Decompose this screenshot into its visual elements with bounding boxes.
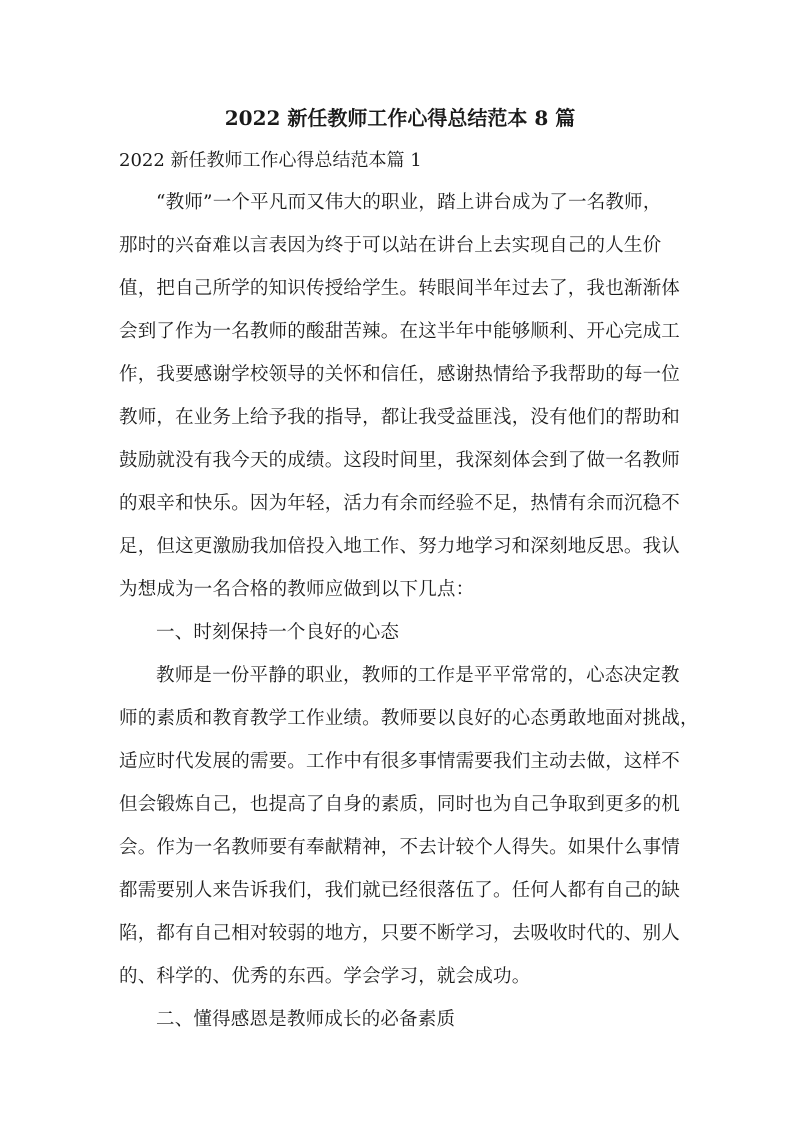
section-subtitle: 2022 新任教师工作心得总结范本篇 1 [119,150,422,171]
paragraph-line: 的、科学的、优秀的东西。学会学习，就会成功。 [119,966,531,987]
paragraph-line: 但会锻炼自己，也提高了自身的素质，同时也为自己争取到更多的机 [119,794,681,815]
paragraph-line: 师的素质和教育教学工作业绩。教师要以良好的心态勇敢地面对挑战， [119,708,699,729]
paragraph-line: 鼓励就没有我今天的成绩。这段时间里，我深刻体会到了做一名教师 [119,450,681,471]
section-heading: 二、懂得感恩是教师成长的必备素质 [156,1009,456,1030]
paragraph-line: 教师是一份平静的职业，教师的工作是平平常常的，心态决定教 [156,665,680,686]
paragraph-line: “教师”一个平凡而又伟大的职业，踏上讲台成为了一名教师， [156,192,662,213]
paragraph-line: 值，把自己所学的知识传授给学生。转眼间半年过去了，我也渐渐体 [119,278,681,299]
paragraph-line: 陷，都有自己相对较弱的地方，只要不断学习，去吸收时代的、别人 [119,923,681,944]
paragraph-line: 的艰辛和快乐。因为年轻，活力有余而经验不足，热情有余而沉稳不 [119,493,681,514]
paragraph-line: 会到了作为一名教师的酸甜苦辣。在这半年中能够顺利、开心完成工 [119,321,681,342]
paragraph-line: 作，我要感谢学校领导的关怀和信任，感谢热情给予我帮助的每一位 [119,364,681,385]
paragraph-line: 都需要别人来告诉我们，我们就已经很落伍了。任何人都有自己的缺 [119,880,681,901]
paragraph-line: 那时的兴奋难以言表因为终于可以站在讲台上去实现自己的人生价 [119,235,662,256]
section-heading: 一、时刻保持一个良好的心态 [156,622,400,643]
paragraph-line: 教师，在业务上给予我的指导，都让我受益匪浅，没有他们的帮助和 [119,407,681,428]
document-title: 2022 新任教师工作心得总结范本 8 篇 [224,106,576,130]
paragraph-line: 为想成为一名合格的教师应做到以下几点： [119,579,475,600]
paragraph-line: 适应时代发展的需要。工作中有很多事情需要我们主动去做，这样不 [119,751,681,772]
paragraph-line: 足，但这更激励我加倍投入地工作、努力地学习和深刻地反思。我认 [119,536,681,557]
paragraph-line: 会。作为一名教师要有奉献精神，不去计较个人得失。如果什么事情 [119,837,681,858]
